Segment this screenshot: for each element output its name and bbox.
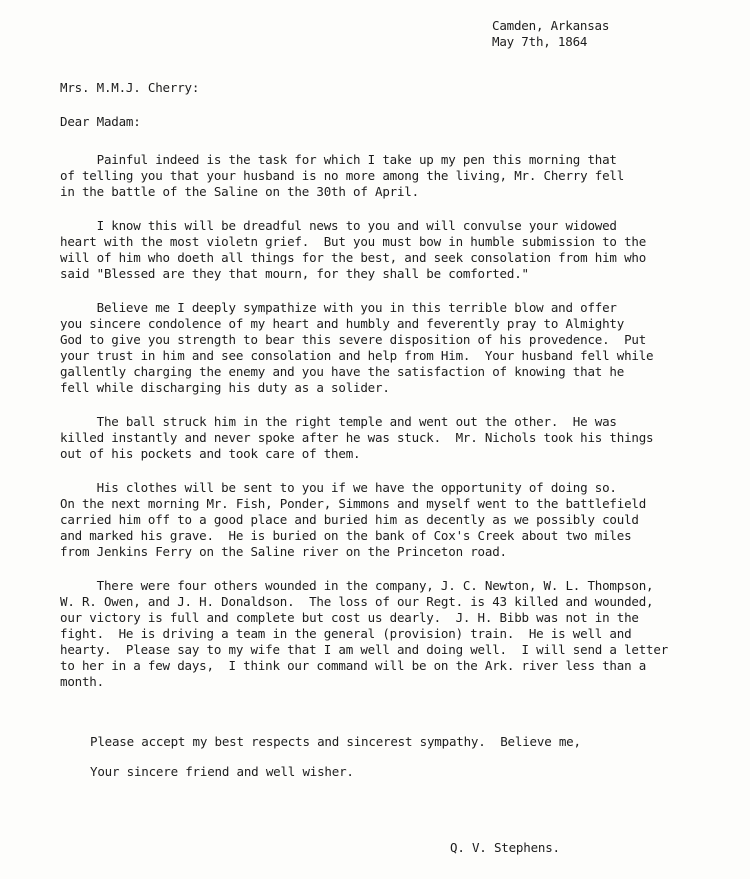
- paragraph-line: your trust in him and see consolation and help from Him. Your husband fell while: [60, 348, 654, 363]
- date-line: May 7th, 1864: [492, 34, 588, 49]
- paragraph-line: heart with the most violetn grief. But you must bow in humble submission to the: [60, 234, 647, 249]
- paragraph-4: [60, 414, 736, 462]
- paragraph-line: gallently charging the enemy and you have the satisfaction of knowing that he: [60, 364, 625, 379]
- paragraph-line: carried him off to a good place and buried him as decently as we possibly could: [60, 512, 639, 527]
- paragraph-line: On the next morning Mr. Fish, Ponder, Simmons and myself went to the battlefield: [60, 496, 647, 511]
- paragraph-line: killed instantly and never spoke after he was stuck. Mr. Nichols took his things: [60, 430, 654, 445]
- paragraph-line: The ball struck him in the right temple and went out the other. He was: [60, 414, 617, 429]
- paragraph-line: fell while discharging his duty as a solider.: [60, 380, 390, 395]
- dateline: [492, 18, 609, 50]
- salutation-block: [60, 80, 199, 130]
- paragraph-line: said "Blessed are they that mourn, for they shall be comforted.": [60, 266, 529, 281]
- paragraph-line: There were four others wounded in the company, J. C. Newton, W. L. Thompson,: [60, 578, 654, 593]
- closing-block: [90, 734, 581, 794]
- paragraph-2: [60, 218, 736, 282]
- paragraph-line: month.: [60, 674, 104, 689]
- paragraph-line: God to give you strength to bear this severe disposition of his provedence. Put: [60, 332, 647, 347]
- place-line: Camden, Arkansas: [492, 18, 610, 33]
- closing-line: Your sincere friend and well wisher.: [90, 764, 354, 779]
- paragraph-1: [60, 152, 736, 200]
- paragraph-line: our victory is full and complete but cost us dearly. J. H. Bibb was not in the: [60, 610, 639, 625]
- paragraph-line: out of his pockets and took care of them.: [60, 446, 361, 461]
- paragraph-line: to her in a few days, I think our command will be on the Ark. river less than a: [60, 658, 647, 673]
- paragraph-line: Believe me I deeply sympathize with you in this terrible blow and offer: [60, 300, 617, 315]
- paragraph-line: W. R. Owen, and J. H. Donaldson. The loss of our Regt. is 43 killed and wounded,: [60, 594, 654, 609]
- paragraph-line: fight. He is driving a team in the general (provision) train. He is well and: [60, 626, 632, 641]
- paragraph-line: in the battle of the Saline on the 30th of April.: [60, 184, 419, 199]
- paragraph-line: Painful indeed is the task for which I take up my pen this morning that: [60, 152, 617, 167]
- paragraph-line: His clothes will be sent to you if we have the opportunity of doing so.: [60, 480, 617, 495]
- paragraph-3: [60, 300, 736, 396]
- paragraph-6: [60, 578, 736, 690]
- closing-line: Please accept my best respects and sincerest sympathy. Believe me,: [90, 734, 581, 749]
- paragraph-line: will of him who doeth all things for the best, and seek consolation from him who: [60, 250, 647, 265]
- body-paragraphs: [60, 152, 736, 708]
- paragraph-line: of telling you that your husband is no more among the living, Mr. Cherry fell: [60, 168, 625, 183]
- greeting-line: Dear Madam:: [60, 114, 141, 129]
- paragraph-line: you sincere condolence of my heart and humbly and feverently pray to Almighty: [60, 316, 625, 331]
- signature: Q. V. Stephens.: [450, 840, 560, 855]
- recipient-line: Mrs. M.M.J. Cherry:: [60, 80, 200, 95]
- paragraph-5: [60, 480, 736, 560]
- paragraph-line: I know this will be dreadful news to you and will convulse your widowed: [60, 218, 617, 233]
- paragraph-line: from Jenkins Ferry on the Saline river on the Princeton road.: [60, 544, 507, 559]
- paragraph-line: and marked his grave. He is buried on the bank of Cox's Creek about two miles: [60, 528, 632, 543]
- paragraph-line: hearty. Please say to my wife that I am well and doing well. I will send a letter: [60, 642, 669, 657]
